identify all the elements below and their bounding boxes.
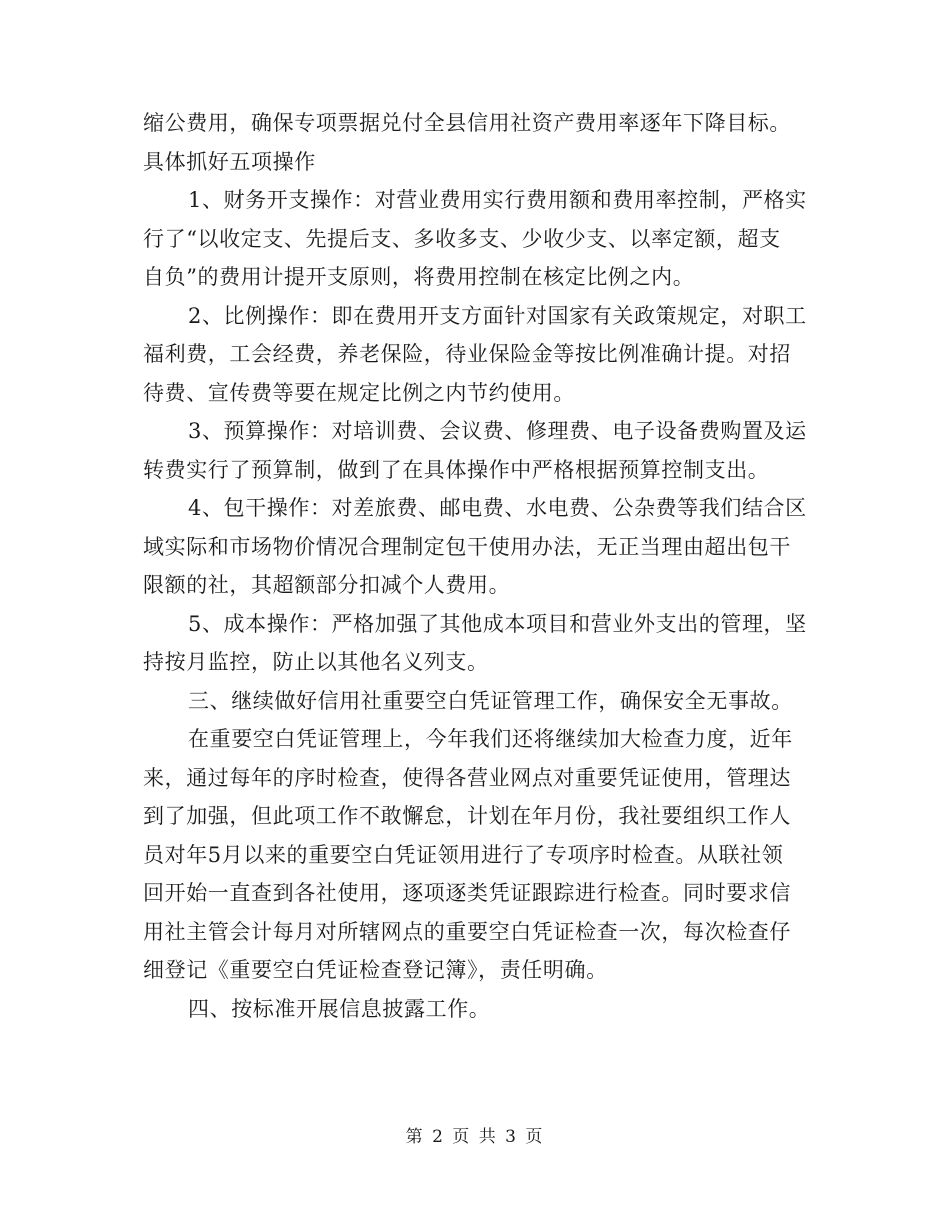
- text-line: 回开始一直查到各社使用，逐项逐类凭证跟踪进行检查。同时要求信: [143, 881, 791, 905]
- text-line: 缩公费用，确保专项票据兑付全县信用社资产费用率逐年下降目标。: [143, 111, 791, 135]
- text-line: 待费、宣传费等要在规定比例之内节约使用。: [143, 380, 575, 405]
- text-line: 来，通过每年的序时检查，使得各营业网点对重要凭证使用，管理达: [143, 765, 791, 790]
- text-line: 用社主管会计每月对所辖网点的重要空白凭证检查一次，每次检查仔: [143, 919, 791, 944]
- page-footer: 第 2 页 共 3 页: [405, 1127, 545, 1147]
- text-line: 四、按标准开展信息披露工作。: [188, 996, 491, 1021]
- text-line: 2、比例操作：即在费用开支方面针对国家有关政策规定，对职工: [188, 303, 807, 328]
- text-line: 行了“以收定支、先提后支、多收多支、少收少支、以率定额，超支: [143, 226, 781, 251]
- document-body: [143, 104, 811, 1028]
- text-line: 到了加强，但此项工作不敢懈怠，计划在年月份，我社要组织工作人: [143, 804, 791, 828]
- text-line: 域实际和市场物价情况合理制定包干使用办法，无正当理由超出包干: [143, 534, 791, 559]
- text-line: 限额的社，其超额部分扣减个人费用。: [143, 573, 511, 597]
- text-line: 3、预算操作：对培训费、会议费、修理费、电子设备费购置及运: [188, 419, 807, 443]
- text-line: 员对年5月以来的重要空白凭证领用进行了专项序时检查。从联社领: [143, 842, 784, 867]
- text-line: 4、包干操作：对差旅费、邮电费、水电费、公杂费等我们结合区: [188, 496, 807, 520]
- text-line: 自负”的费用计提开支原则，将费用控制在核定比例之内。: [143, 265, 695, 289]
- text-line: 持按月监控，防止以其他名义列支。: [143, 650, 489, 674]
- text-line: 1、财务开支操作：对营业费用实行费用额和费用率控制，严格实: [188, 188, 807, 212]
- text-line: 福利费，工会经费，养老保险，待业保险金等按比例准确计提。对招: [143, 342, 791, 366]
- text-line: 具体抓好五项操作: [143, 149, 316, 174]
- text-line: 细登记《重要空白凭证检查登记簿》，责任明确。: [143, 958, 608, 982]
- text-line: 在重要空白凭证管理上，今年我们还将继续加大检查力度，近年: [188, 727, 793, 751]
- text-line: 三、继续做好信用社重要空白凭证管理工作，确保安全无事故。: [188, 688, 793, 713]
- text-line: 转费实行了预算制，做到了在具体操作中严格根据预算控制支出。: [143, 457, 770, 482]
- text-line: 5、成本操作：严格加强了其他成本项目和营业外支出的管理，坚: [188, 611, 807, 636]
